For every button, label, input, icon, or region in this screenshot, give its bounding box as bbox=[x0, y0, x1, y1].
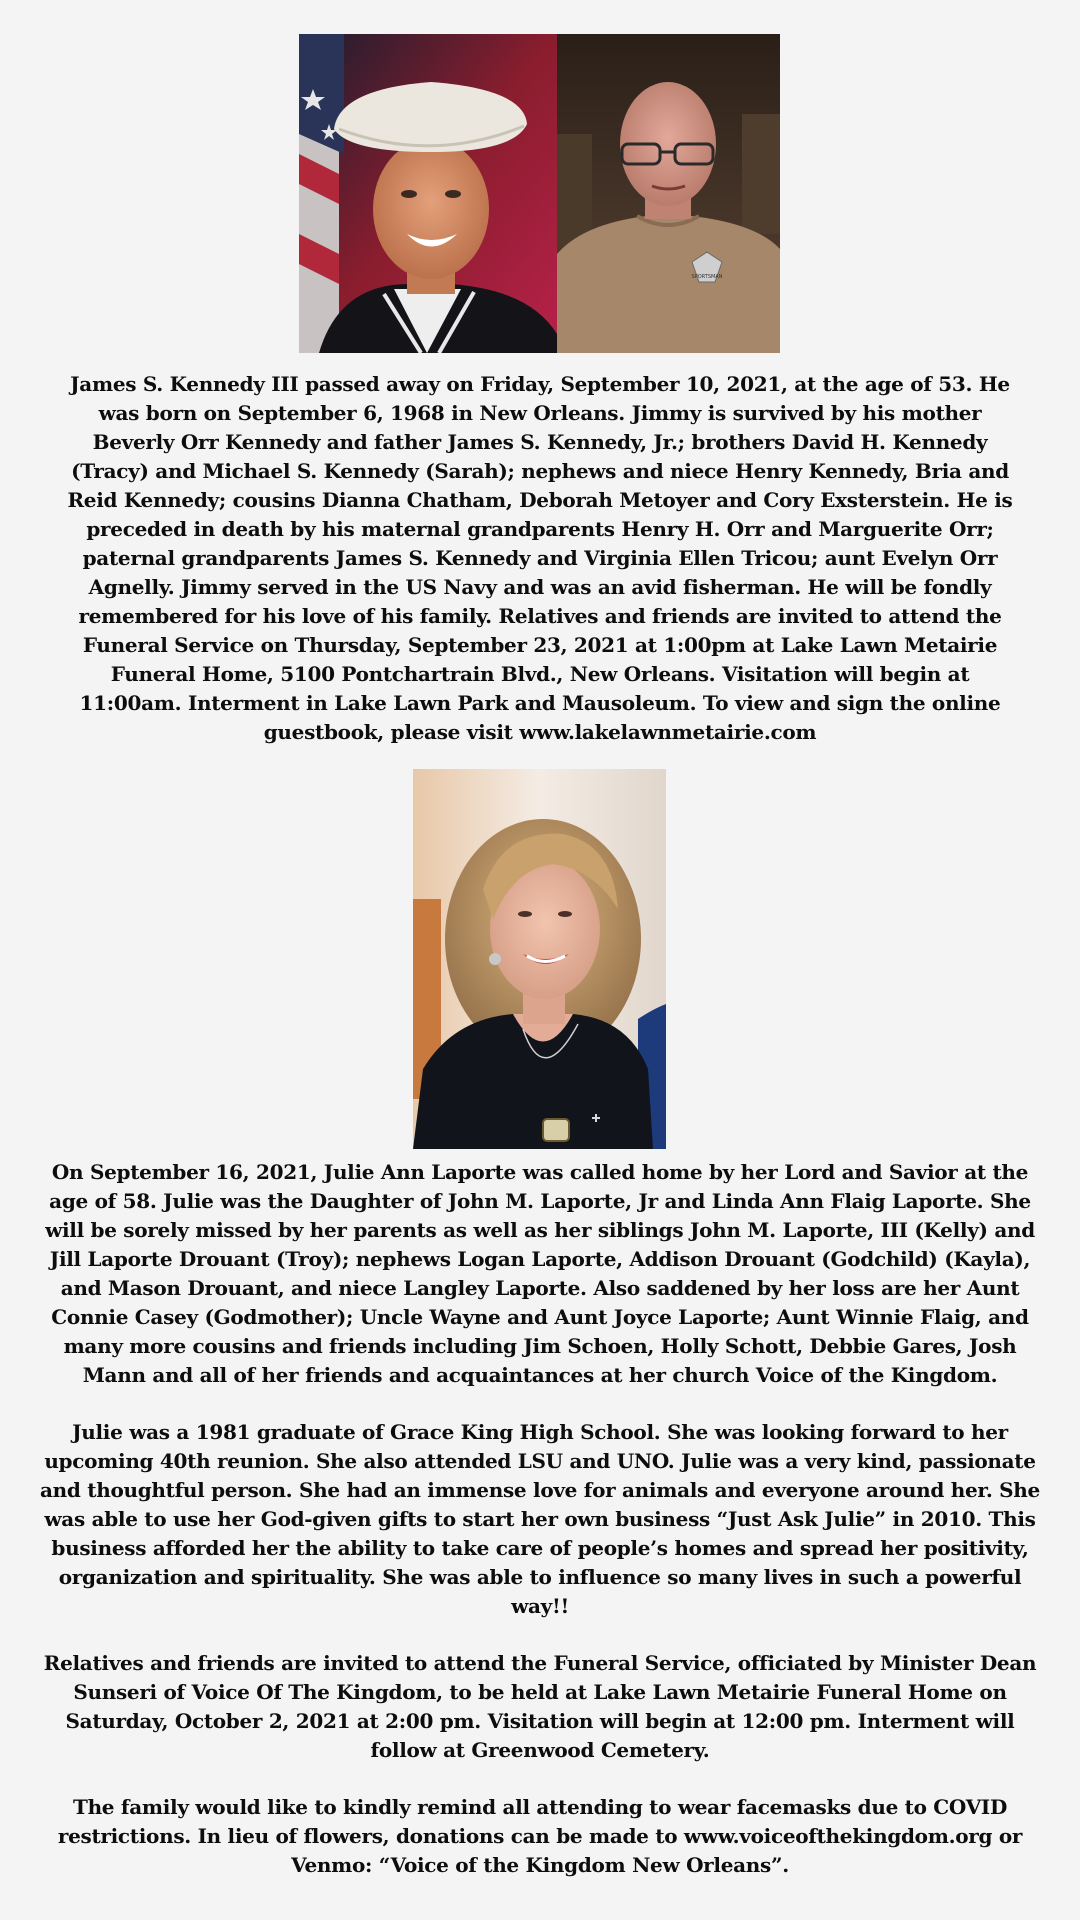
obituary-2-paragraph-1: On September 16, 2021, Julie Ann Laporte was called home by her Lord and Savior at the age of 58. Julie was the Daughter of John M. Laporte, Jr and Linda Ann Flaig Laporte. She will be sorely missed by her parents as well as her siblings John M. Laporte, III (Kelly) and Jill Laporte Drouant (Troy); nephews Logan Laporte, Addison Drouant (Godchild) (Kayla), and Mason Drouant, and niece Langley Laporte. Also saddened by her loss are her Aunt Connie Casey (Godmother); Uncle Wayne and Aunt Joyce Laporte; Aunt Winnie Flaig, and many more cousins and friends including Jim Schoen, Holly Schott, Debbie Gares, Josh Mann and all of her friends and acquaintances at her church Voice of the Kingdom. bbox=[45, 1160, 1035, 1387]
svg-text:SPORTSMAN: SPORTSMAN bbox=[691, 274, 723, 280]
obituary-2-text bbox=[34, 1158, 1046, 1908]
obituary-1-paragraph: James S. Kennedy III passed away on Friday, September 10, 2021, at the age of 53. He was born on September 6, 1968 in New Orleans. Jimmy is survived by his mother Beverly Orr Kennedy and father James S. Kennedy, Jr.; brothers David H. Kennedy (Tracy) and Michael S. Kennedy (Sarah); nephews and niece Henry Kennedy, Bria and Reid Kennedy; cousins Dianna Chatham, Deborah Metoyer and Cory Exsterstein. He is preceded in death by his maternal grandparents Henry H. Orr and Marguerite Orr; paternal grandparents James S. Kennedy and Virginia Ellen Tricou; aunt Evelyn Orr Agnelly. Jimmy served in the US Navy and was an avid fisherman. He will be fondly remembered for his love of his family. Relatives and friends are invited to attend the Funeral Service on Thursday, September 23, 2021 at 1:00pm at Lake Lawn Metairie Funeral Home, 5100 Pontchartrain Blvd., New Orleans. Visitation will begin at 11:00am. Interment in Lake Lawn Park and Mausoleum. To view and sign the online guestbook, please visit www.lakelawnmetairie.com bbox=[67, 372, 1013, 744]
navy-portrait-photo bbox=[299, 34, 557, 353]
julie-portrait-photo bbox=[413, 769, 666, 1149]
obituary-2-paragraph-2: Julie was a 1981 graduate of Grace King High School. She was looking forward to her upcoming 40th reunion. She also attended LSU and UNO. Julie was a very kind, passionate and thoughtful person. She had an immense love for animals and everyone around her. She was able to use her God-given gifts to start her own business “Just Ask Julie” in 2010. This business afforded her the ability to take care of people’s homes and spread her positivity, organization and spirituality. She was able to influence so many lives in such a powerful way!! bbox=[40, 1420, 1040, 1618]
obituary-1-photos bbox=[299, 34, 780, 353]
obituary-2-paragraph-4: The family would like to kindly remind all attending to wear facemasks due to COVID restrictions. In lieu of flowers, donations can be made to www.voiceofthekingdom.org or Venmo: “Voice of the Kingdom New Orleans”. bbox=[57, 1795, 1023, 1877]
later-portrait-photo bbox=[557, 34, 780, 353]
obituary-2-paragraph-3: Relatives and friends are invited to attend the Funeral Service, officiated by Minister Dean Sunseri of Voice Of The Kingdom, to be held at Lake Lawn Metairie Funeral Home on Saturday, October 2, 2021 at 2:00 pm. Visitation will begin at 12:00 pm. Interment will follow at Greenwood Cemetery. bbox=[43, 1651, 1037, 1762]
obituary-1-text bbox=[66, 370, 1014, 747]
